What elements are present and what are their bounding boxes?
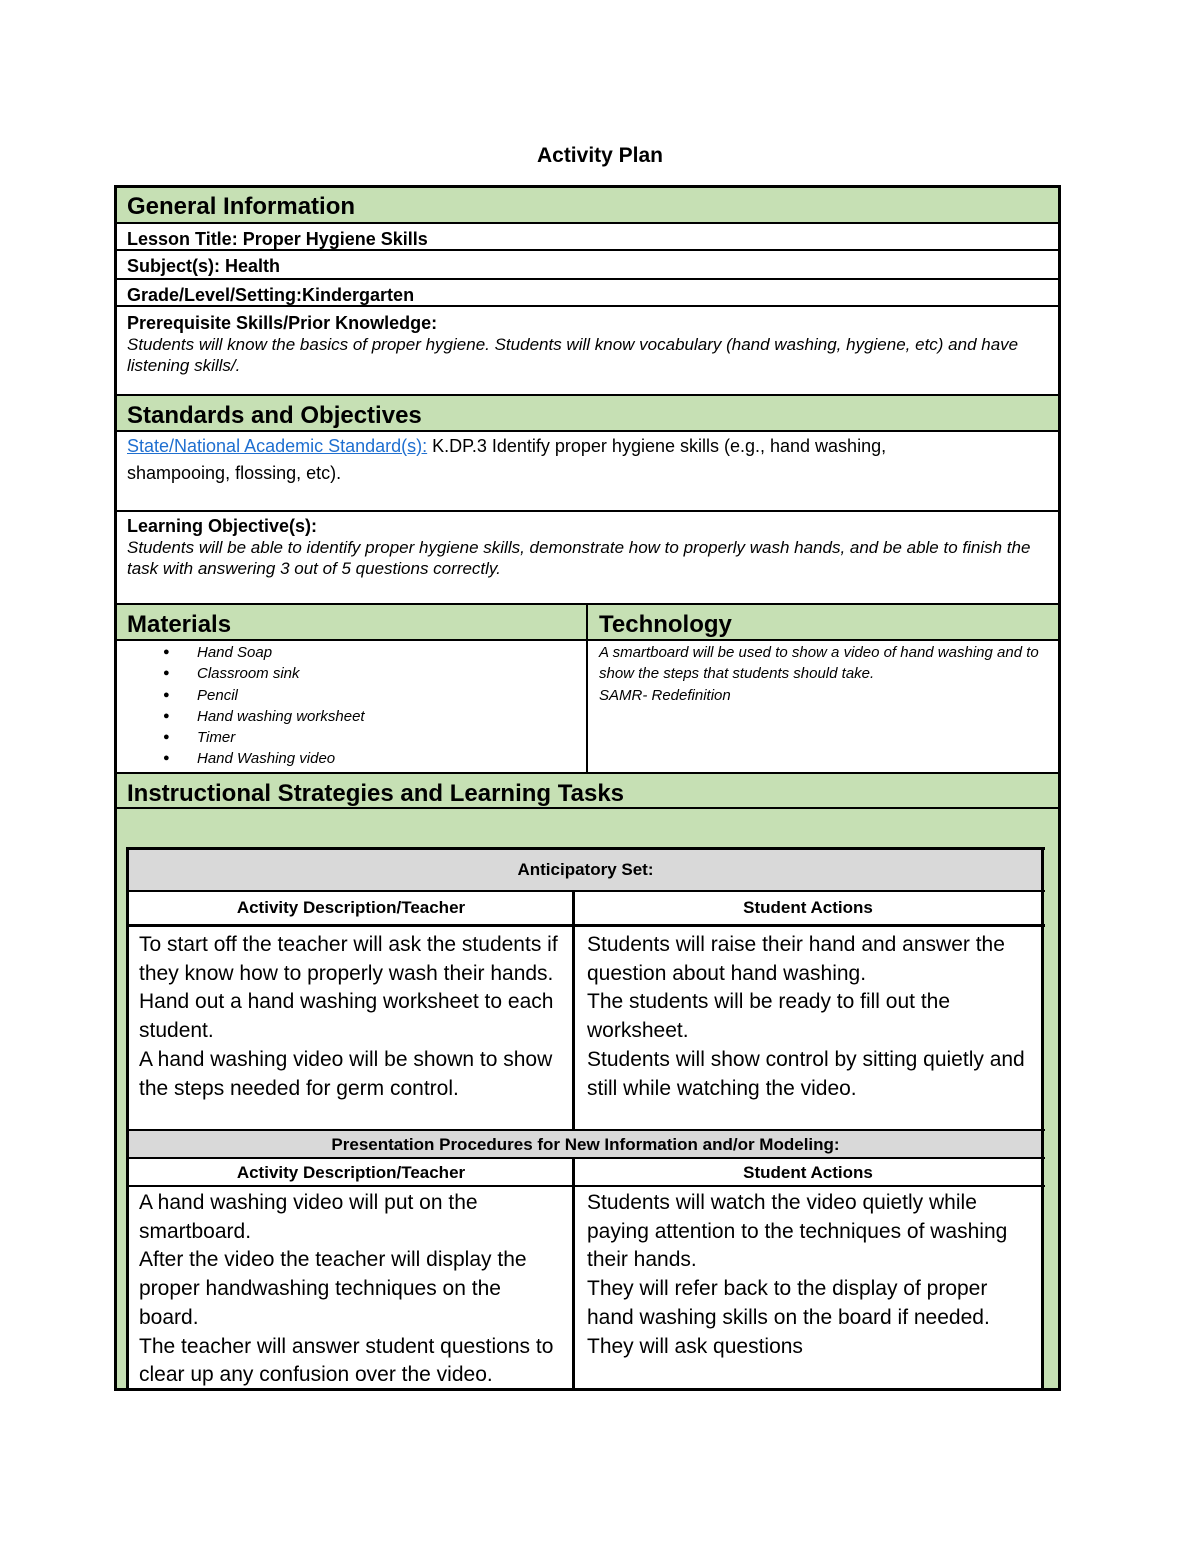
materials-item: ● Hand Soap (197, 642, 587, 663)
materials-item: ● Classroom sink (197, 663, 587, 684)
objective-label: Learning Objective(s): (127, 516, 318, 536)
inner-border-left (126, 847, 129, 1389)
prerequisite-text: Students will know the basics of proper hygiene. Students will know vocabulary (hand washing, hygiene, etc) and have listening skills/. (127, 335, 1019, 375)
presentation-teacher-text: A hand washing video will put on the smartboard. After the video the teacher will display the proper handwashing techniques on the board. The teacher will answer student questions to clear up any confusion over the video. (139, 1191, 554, 1387)
inner-border-h1 (126, 890, 1045, 892)
border-h4 (114, 305, 1061, 307)
presentation-heading: Presentation Procedures for New Information and/or Modeling: (331, 1135, 840, 1154)
anticipatory-col-teacher: Activity Description/Teacher (236, 898, 466, 917)
inner-border-h2 (126, 924, 1045, 927)
materials-list (115, 642, 587, 770)
border-top (114, 185, 1061, 188)
standard-text: K.DP.3 Identify proper hygiene skills (e.g., hand washing, shampooing, flossing, etc). (127, 436, 887, 483)
materials-header (115, 605, 587, 640)
border-right (1058, 185, 1061, 1391)
presentation-col-student: Student Actions (743, 1163, 873, 1182)
materials-cell (115, 642, 587, 773)
standard-row (115, 431, 1060, 511)
standards-heading: Standards and Objectives (127, 402, 422, 429)
presentation-col-teacher: Activity Description/Teacher (236, 1163, 466, 1182)
standards-header (115, 396, 1060, 431)
anticipatory-student-text: Students will raise their hand and answer the question about hand washing. The students will be ready to fill out the worksheet. Students will show control by sitting quietly and still while watching the video. (587, 933, 1025, 1100)
technology-samr: SAMR- Redefinition (599, 686, 731, 704)
subjects: Subject(s): Health (127, 256, 281, 276)
materials-item: ● Pencil (197, 685, 587, 706)
objective-row (115, 512, 1060, 604)
border-h3 (114, 278, 1061, 280)
document-title: Activity Plan (536, 144, 664, 167)
anticipatory-col-student: Student Actions (743, 898, 873, 917)
materials-item: ● Hand Washing video (197, 748, 587, 769)
technology-cell (587, 642, 1060, 773)
materials-item: ● Timer (197, 727, 587, 748)
anticipatory-teacher-text: To start off the teacher will ask the students if they know how to properly wash their hands. Hand out a hand washing worksheet to each student. A hand washing video will be shown to show the steps needed for germ control. (139, 933, 558, 1100)
standard-paragraph (115, 431, 999, 489)
inner-border-h3 (126, 1129, 1045, 1131)
grade-level-setting: Grade/Level/Setting:Kindergarten (127, 285, 415, 305)
border-materials-divider (586, 603, 588, 774)
technology-heading: Technology (599, 611, 732, 638)
border-h6 (114, 430, 1061, 432)
technology-text: A smartboard will be used to show a video of hand washing and to show the steps that students should take. (599, 644, 1039, 683)
general-information-header (115, 187, 1060, 223)
inner-border-h5 (126, 1185, 1045, 1187)
instruction-heading: Instructional Strategies and Learning Tasks (127, 780, 625, 807)
inner-divider-1 (572, 890, 575, 1131)
objective-text: Students will be able to identify proper hygiene skills, demonstrate how to properly wash hands, and be able to finish the task with answering 3 out of 5 questions correctly. (127, 538, 1031, 578)
inner-border-h4 (126, 1157, 1045, 1159)
inner-divider-2 (572, 1157, 575, 1389)
materials-heading: Materials (127, 611, 232, 638)
border-bottom (114, 1388, 1061, 1391)
general-information-heading: General Information (127, 193, 356, 220)
anticipatory-heading: Anticipatory Set: (517, 860, 654, 879)
lesson-title: Lesson Title: Proper Hygiene Skills (127, 229, 428, 249)
border-left (114, 185, 117, 1391)
border-h2 (114, 249, 1061, 251)
border-h5 (114, 394, 1061, 396)
lesson-title-row (115, 224, 1060, 250)
standard-link[interactable]: State/National Academic Standard(s): (127, 436, 428, 456)
grade-row (115, 280, 1060, 306)
technology-header (587, 605, 1060, 640)
border-h1 (114, 222, 1061, 224)
prerequisite-row (115, 307, 1060, 395)
presentation-student-text: Students will watch the video quietly while paying attention to the techniques of washing their hands. They will refer back to the display of proper hand washing skills on the board if needed. They will ask questions (587, 1191, 1008, 1358)
border-h7 (114, 510, 1061, 512)
prerequisite-label: Prerequisite Skills/Prior Knowledge: (127, 313, 438, 333)
subjects-row (115, 251, 1060, 279)
border-h11 (114, 807, 1061, 809)
materials-item: ● Hand washing worksheet (197, 706, 587, 727)
inner-border-top (126, 847, 1045, 850)
inner-border-right (1041, 847, 1044, 1389)
